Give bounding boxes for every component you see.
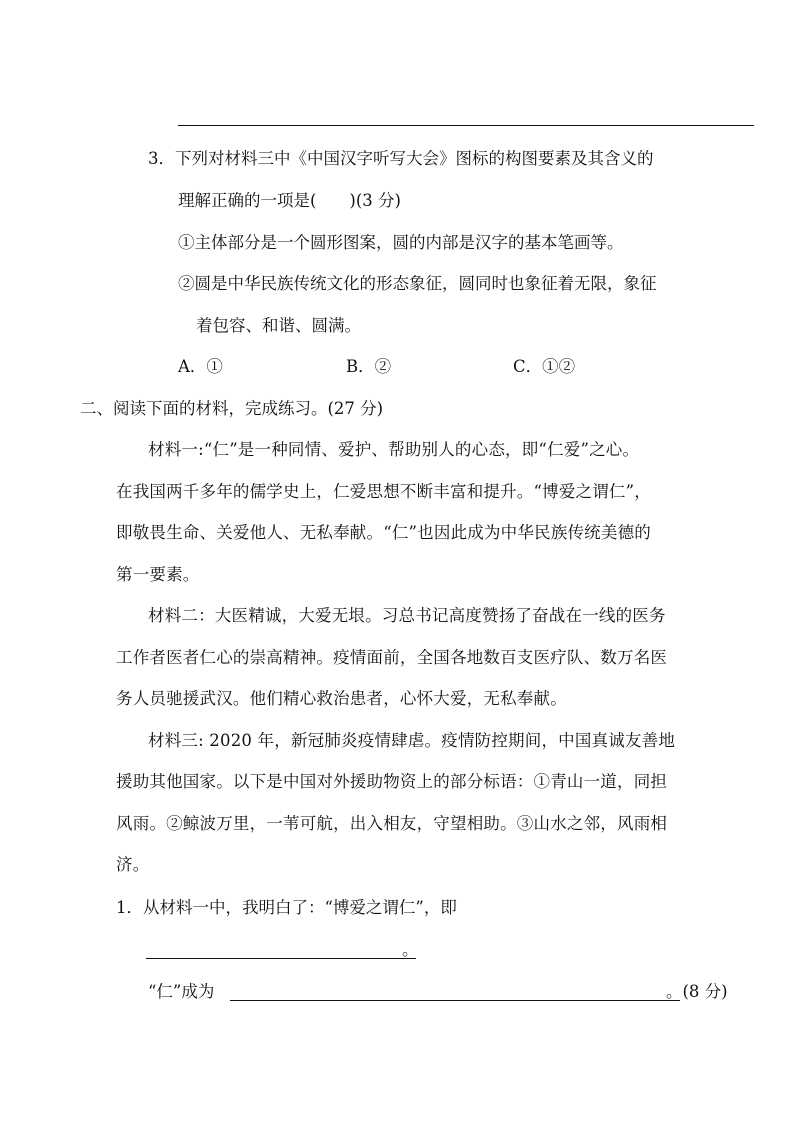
material1-line2: 在我国两千多年的儒学史上，仁爱思想不断丰富和提升。“博爱之谓仁”， [116,482,651,501]
material2-line1: 材料二：大医精诚，大爱无垠。习总书记高度赞扬了奋战在一线的医务 [148,606,666,625]
q1-answer-blank-2[interactable] [230,1000,680,1001]
top-rule [178,125,754,126]
material3-line2: 援助其他国家。以下是中国对外援助物资上的部分标语：①青山一道，同担 [116,772,668,791]
material3-line3: 风雨。②鲸波万里，一苇可航，出入相友，守望相助。③山水之邻，风雨相 [116,814,668,833]
q1-blank1-end: 。 [402,940,419,959]
q3-option-c: C．①② [513,357,576,376]
q1-answer-blank-1[interactable] [146,958,416,959]
section2-heading: 二、阅读下面的材料，完成练习。(27 分) [80,399,384,418]
q3-item1: ①主体部分是一个圆形图案，圆的内部是汉字的基本笔画等。 [178,233,624,252]
q3-option-b: B．② [346,357,392,376]
q1-line3-start: “仁”成为 [148,982,215,1001]
material1-line3: 即敬畏生命、关爱他人、无私奉献。“仁”也因此成为中华民族传统美德的 [116,523,651,542]
q3-line2: 理解正确的一项是( )(3 分) [178,191,401,210]
material2-line3: 务人员驰援武汉。他们精心救治患者，心怀大爱，无私奉献。 [116,689,567,708]
material1-line4: 第一要素。 [116,565,200,584]
q3-item2a: ②圆是中华民族传统文化的形态象征，圆同时也象征着无限，象征 [178,274,657,293]
material1-line1: 材料一:“仁”是一种同情、爱护、帮助别人的心态，即“仁爱”之心。 [148,440,640,459]
q3-option-a: A．① [178,357,223,376]
q3-line1: 3．下列对材料三中《中国汉字听写大会》图标的构图要素及其含义的 [148,149,654,168]
q1-line1: 1．从材料一中，我明白了：“博爱之谓仁”，即 [116,898,457,917]
q1-line3-end: 。(8 分) [666,982,728,1001]
q3-item2b: 着包容、和谐、圆满。 [196,316,361,335]
material3-line1: 材料三: 2020 年，新冠肺炎疫情肆虐。疫情防控期间，中国真诚友善地 [148,731,676,750]
material2-line2: 工作者医者仁心的崇高精神。疫情面前，全国各地数百支医疗队、数万名医 [116,648,668,667]
material3-line4: 济。 [116,855,150,874]
